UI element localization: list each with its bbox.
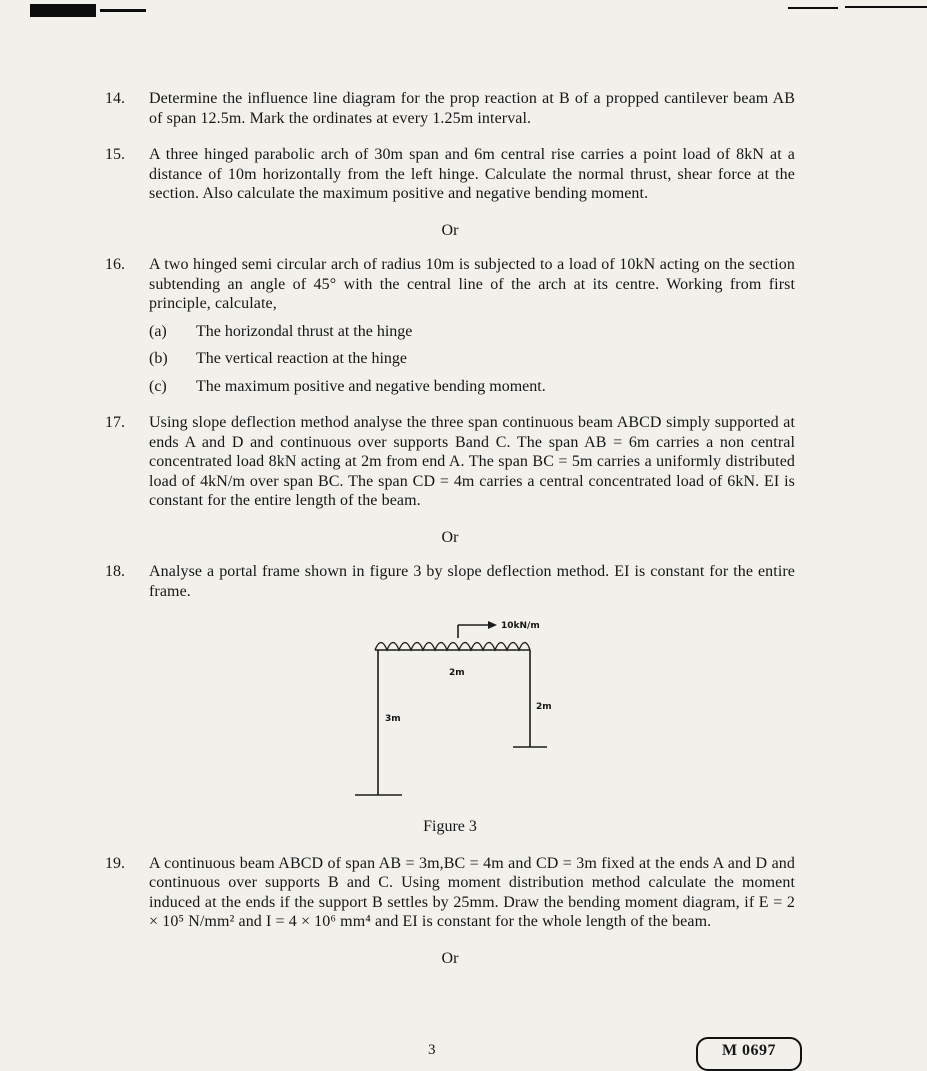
page-number: 3 [428,1042,436,1058]
figure-3-diagram [105,605,795,817]
subitem-label: (b) [149,350,168,367]
load-label: 10kN/m [501,621,540,631]
page-content [105,89,795,983]
question-16 [105,255,795,396]
subitem-c [149,377,795,397]
question-text: A three hinged parabolic arch of 30m span and 6m central rise carries a point load of 8kN at a distance of 10m horizontally from the left hinge. Calculate the normal thrust, shear force at the section. Also calculate the maximum positive and negative bending moment. [149,146,795,202]
question-number: 14. [105,90,125,107]
or-separator: Or [441,528,459,546]
left-column-dimension-label: 3m [385,714,401,724]
beam-dimension-label: 2m [449,668,465,678]
right-column-dimension-label: 2m [536,702,552,712]
question-19 [105,854,795,932]
question-17 [105,413,795,511]
subitem-text: The horizondal thrust at the hinge [196,322,413,340]
subitem-text: The maximum positive and negative bending moment. [196,377,546,395]
scan-artifact-line-1 [100,9,146,12]
scan-artifact-line-2 [788,7,838,9]
distributed-load-icon [375,643,530,651]
question-text: Using slope deflection method analyse the three span continuous beam ABCD simply supported at ends A and D and continuous over supports Band C. The span AB = 6m carries a non central concentrated load 8kN acting at 2m from end A. The span BC = 5m carries a uniformly distributed load of 4kN/m over span BC. The span CD = 4m carries a central concentrated load of 6kN. EI is constant for the entire length of the beam. [149,414,795,509]
question-text: Analyse a portal frame shown in figure 3 by slope deflection method. EI is constant for the entire frame. [149,563,795,600]
question-text: A two hinged semi circular arch of radius 10m is subjected to a load of 10kN acting on the section subtending an angle of 45° with the central line of the arch at its centre. Working from first principle, calculate, [149,256,795,312]
load-arrow-head [488,621,497,629]
question-text: Determine the influence line diagram for the prop reaction at B of a propped cantilever beam AB of span 12.5m. Mark the ordinates at every 1.25m interval. [149,90,795,127]
scan-artifact-bar [30,4,96,17]
question-15 [105,145,795,204]
paper-code-text: M 0697 [721,1042,777,1059]
subitem-b [149,349,795,369]
subitem-label: (a) [149,322,167,340]
question-number: 19. [105,854,125,872]
subitem-text: The vertical reaction at the hinge [196,350,408,367]
figure-caption: Figure 3 [423,818,477,835]
question-number: 15. [105,146,125,163]
question-number: 17. [105,414,125,431]
subitem-a [149,322,795,342]
question-number: 16. [105,256,125,273]
or-separator: Or [441,221,459,239]
portal-frame-figure [330,605,600,817]
question-14 [105,89,795,128]
question-text: A continuous beam ABCD of span AB = 3m,BC = 4m and CD = 3m fixed at the ends A and D and continuous over supports B and C. Using moment distribution method calculate the moment induced at the ends if the support B settles by 25mm. Draw the bending moment diagram, if E = 2 × 10⁵ N/mm² and I = 4 × 10⁶ mm⁴ and EI is constant for the whole length of the beam. [149,854,795,930]
scan-artifact-line-3 [845,6,927,8]
question-number: 18. [105,563,125,580]
question-18 [105,562,795,601]
subitem-label: (c) [149,377,167,395]
paper-code-badge [696,1037,802,1071]
or-separator: Or [441,949,459,967]
